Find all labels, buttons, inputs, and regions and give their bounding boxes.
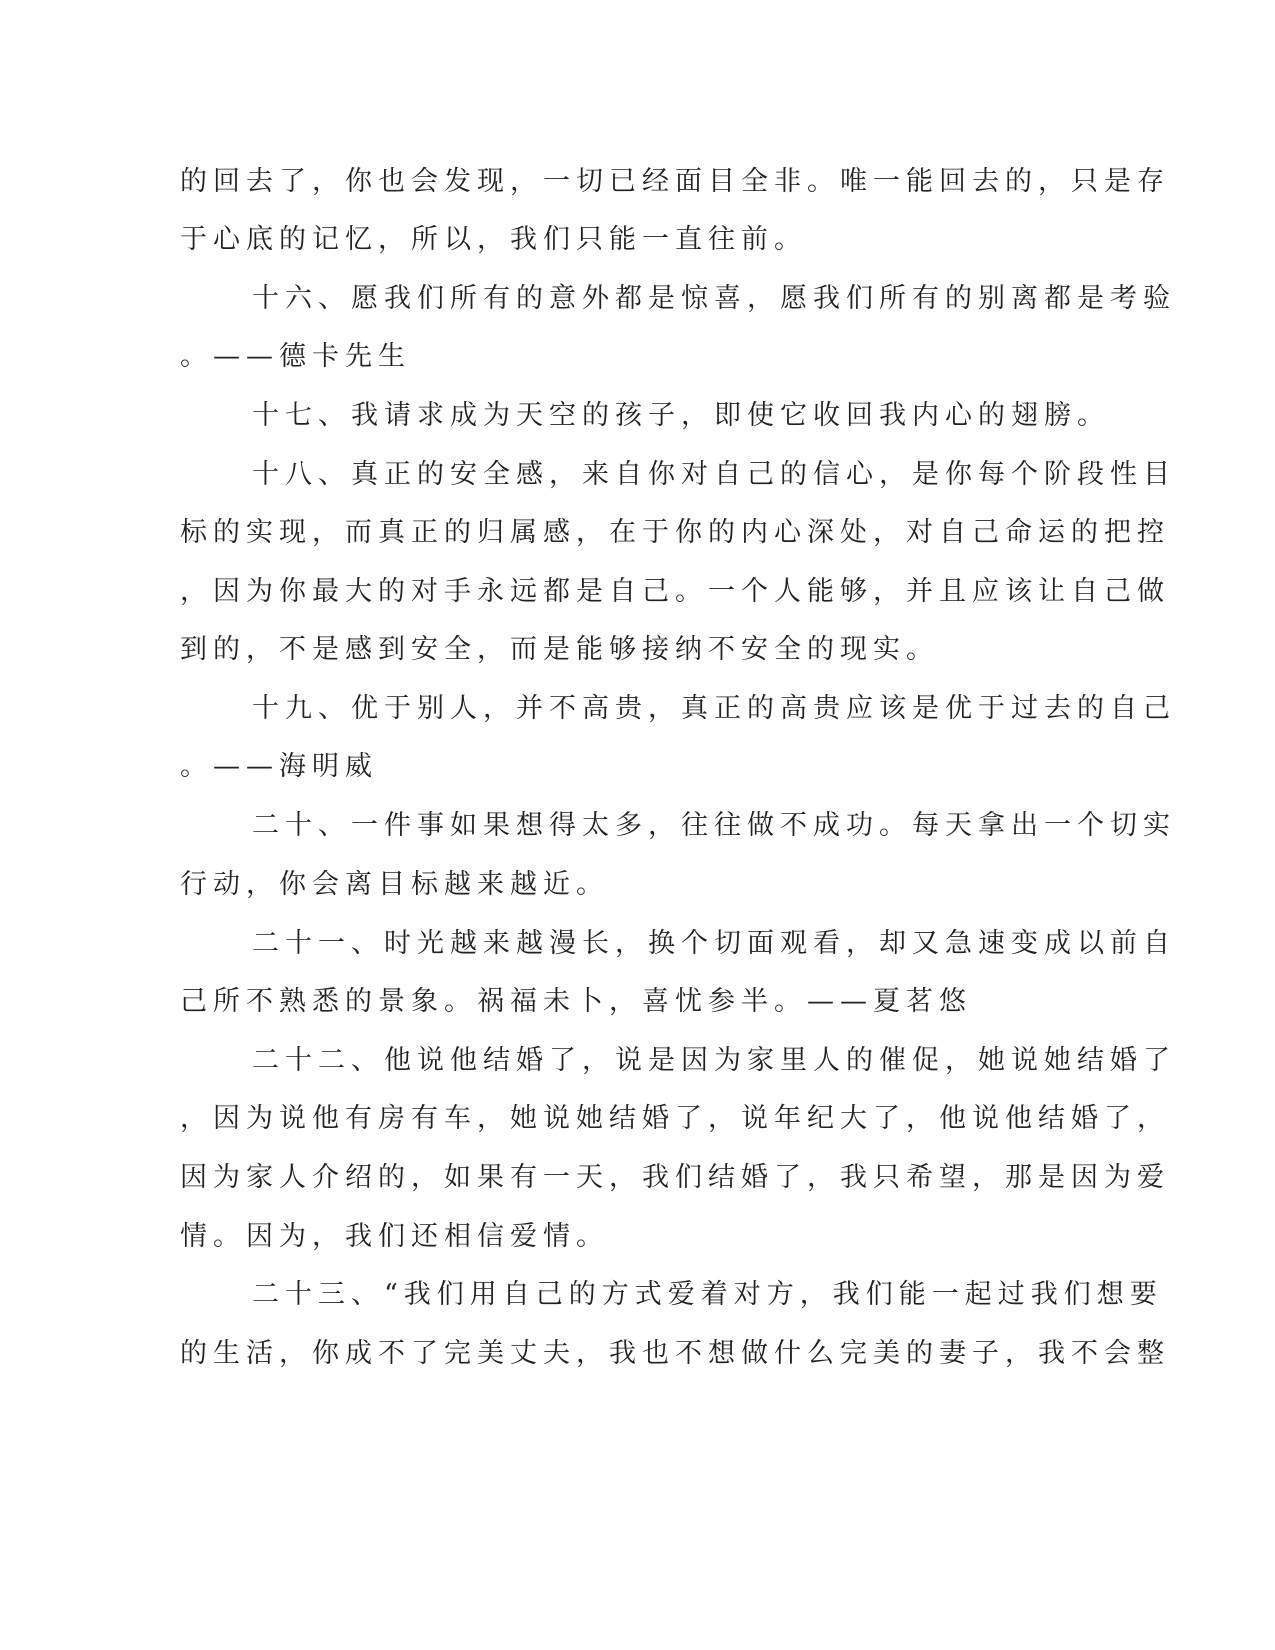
text-line: 。——德卡先生 (180, 341, 411, 372)
text-line: 。——海明威 (180, 751, 378, 782)
text-line: 己所不熟悉的景象。祸福未卜，喜忧参半。——夏茗悠 (180, 986, 972, 1017)
text-line: 到的，不是感到安全，而是能够接纳不安全的现实。 (180, 634, 939, 665)
text-line: 二十三、“我们用自己的方式爱着对方，我们能一起过我们想要 (252, 1279, 1163, 1310)
text-line: ，因为你最大的对手永远都是自己。一个人能够，并且应该让自己做 (180, 576, 1170, 607)
text-line: 标的实现，而真正的归属感，在于你的内心深处，对自己命运的把控 (180, 517, 1170, 548)
text-line: 十八、真正的安全感，来自你对自己的信心，是你每个阶段性目 (252, 459, 1176, 490)
text-line: 十七、我请求成为天空的孩子，即使它收回我内心的翅膀。 (252, 400, 1110, 431)
text-line: 二十、一件事如果想得太多，往往做不成功。每天拿出一个切实 (252, 810, 1176, 841)
text-line: 的回去了，你也会发现，一切已经面目全非。唯一能回去的，只是存 (180, 166, 1170, 197)
text-line: 于心底的记忆，所以，我们只能一直往前。 (180, 224, 807, 255)
text-line: 二十二、他说他结婚了，说是因为家里人的催促，她说她结婚了 (252, 1045, 1176, 1076)
text-line: 情。因为，我们还相信爱情。 (180, 1221, 609, 1252)
text-line: 二十一、时光越来越漫长，换个切面观看，却又急速变成以前自 (252, 928, 1176, 959)
text-line: 十九、优于别人，并不高贵，真正的高贵应该是优于过去的自己 (252, 693, 1176, 724)
text-line: 行动，你会离目标越来越近。 (180, 869, 609, 900)
text-line: ，因为说他有房有车，她说她结婚了，说年纪大了，他说他结婚了， (180, 1103, 1170, 1134)
text-line: 十六、愿我们所有的意外都是惊喜，愿我们所有的别离都是考验 (252, 283, 1176, 314)
text-line: 因为家人介绍的，如果有一天，我们结婚了，我只希望，那是因为爱 (180, 1162, 1170, 1193)
text-line: 的生活，你成不了完美丈夫，我也不想做什么完美的妻子，我不会整 (180, 1338, 1170, 1369)
